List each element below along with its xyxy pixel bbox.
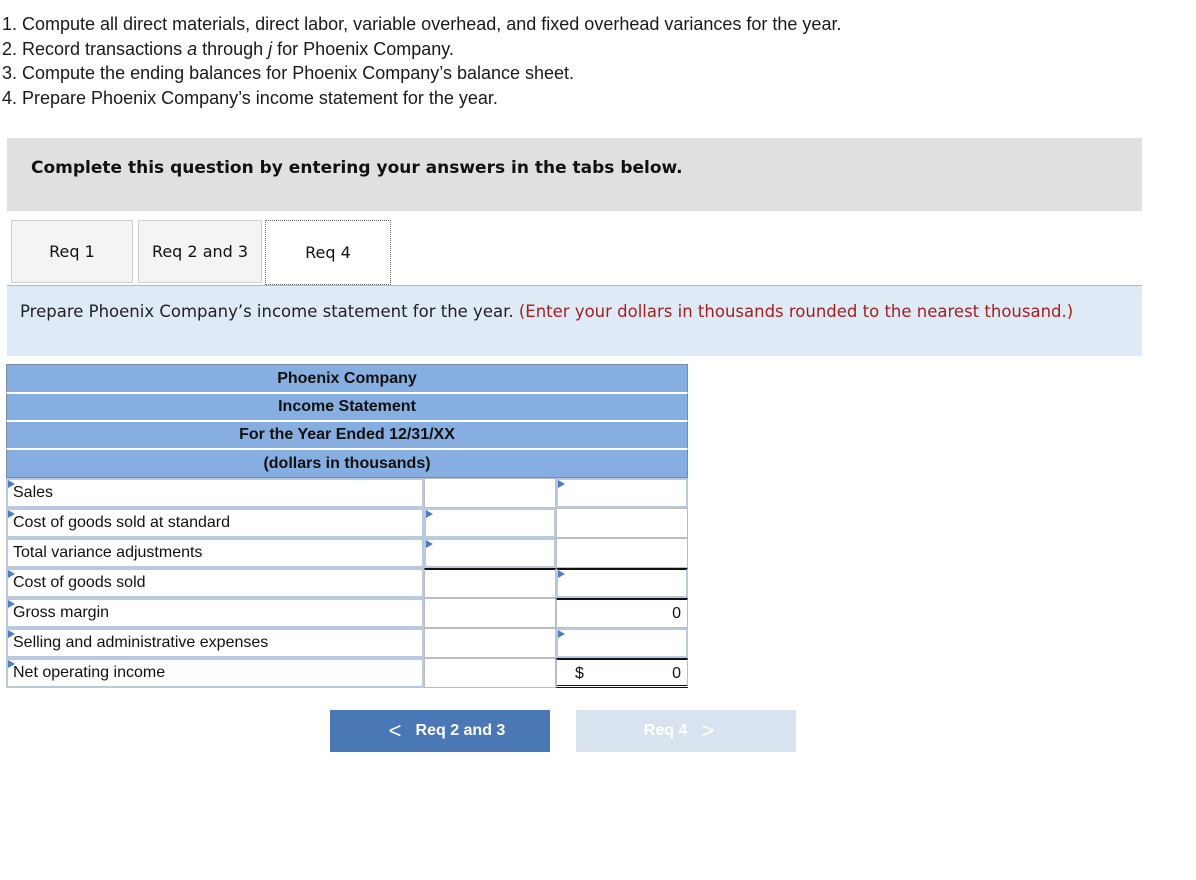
chevron-left-icon: < [388,718,402,743]
tab-bar [7,220,1142,286]
gross-margin-value: 0 [672,605,681,622]
prev-button-label: Req 2 and 3 [415,722,506,739]
dropdown-marker-icon [8,480,15,488]
row-label-input[interactable]: Cost of goods sold at standard [6,508,424,538]
dropdown-marker-icon [558,480,565,488]
prompt-text: Prepare Phoenix Company’s income statement for the year. (Enter your dollars in thousands rounded to the nearest thousand.) [20,302,1074,321]
dropdown-marker-icon [8,570,15,578]
dropdown-marker-icon [558,630,565,638]
requirement-1: 1. Compute all direct materials, direct labor, variable overhead, and fixed overhead variances for the year. [2,14,842,34]
tab-req-2-and-3[interactable]: Req 2 and 3 [138,220,262,283]
amount-cell [424,478,556,508]
income-statement [6,364,688,688]
table-row [6,508,688,538]
prompt-note: (Enter your dollars in thousands rounded to the nearest thousand.) [518,302,1074,321]
requirements-list [2,12,841,110]
next-req-button[interactable] [576,710,796,752]
amount-input[interactable] [556,568,688,598]
requirement-3: 3. Compute the ending balances for Phoenix Company’s balance sheet. [2,63,575,83]
amount-cell [556,508,688,538]
table-row [6,598,688,628]
net-operating-income-value: 0 [672,665,681,682]
amount-cell [556,598,688,628]
amount-input[interactable] [424,538,556,568]
dropdown-marker-icon [8,600,15,608]
dropdown-marker-icon [8,630,15,638]
table-row [6,478,688,508]
statement-title: Income Statement [6,392,688,420]
prev-req-button[interactable] [330,710,550,752]
table-row [6,538,688,568]
amount-input[interactable] [556,628,688,658]
question-prompt [7,286,1142,356]
table-row [6,568,688,598]
dropdown-marker-icon [426,510,433,518]
amount-cell [556,538,688,568]
requirement-2: 2. Record transactions a through j for Phoenix Company. [2,38,454,59]
dropdown-marker-icon [8,660,15,668]
dropdown-marker-icon [558,570,565,578]
amount-cell [424,628,556,658]
chevron-right-icon: > [701,718,715,743]
table-row [6,658,688,688]
row-label-input[interactable]: Total variance adjustments [6,538,424,568]
amount-cell [424,568,556,598]
next-button-label: Req 4 [643,722,688,739]
tab-req-4[interactable]: Req 4 [265,220,391,285]
requirement-4: 4. Prepare Phoenix Company’s income statement for the year. [2,87,498,108]
amount-input[interactable] [424,508,556,538]
row-label-input[interactable]: Cost of goods sold [6,568,424,598]
amount-cell [556,658,688,688]
instruction-banner [7,138,1142,211]
dropdown-marker-icon [426,540,433,548]
table-row [6,628,688,658]
dropdown-marker-icon [8,510,15,518]
instruction-text: Complete this question by entering your answers in the tabs below. [31,158,683,178]
amount-cell [424,598,556,628]
statement-units: (dollars in thousands) [6,448,688,478]
currency-symbol: $ [575,665,584,682]
row-label-input[interactable]: Selling and administrative expenses [6,628,424,658]
statement-company: Phoenix Company [6,364,688,392]
row-label-input[interactable]: Net operating income [6,658,424,688]
amount-input[interactable] [556,478,688,508]
tab-req-1[interactable]: Req 1 [11,220,133,283]
amount-cell [424,658,556,688]
row-label-input[interactable]: Sales [6,478,424,508]
row-label-input[interactable]: Gross margin [6,598,424,628]
statement-period: For the Year Ended 12/31/XX [6,420,688,448]
